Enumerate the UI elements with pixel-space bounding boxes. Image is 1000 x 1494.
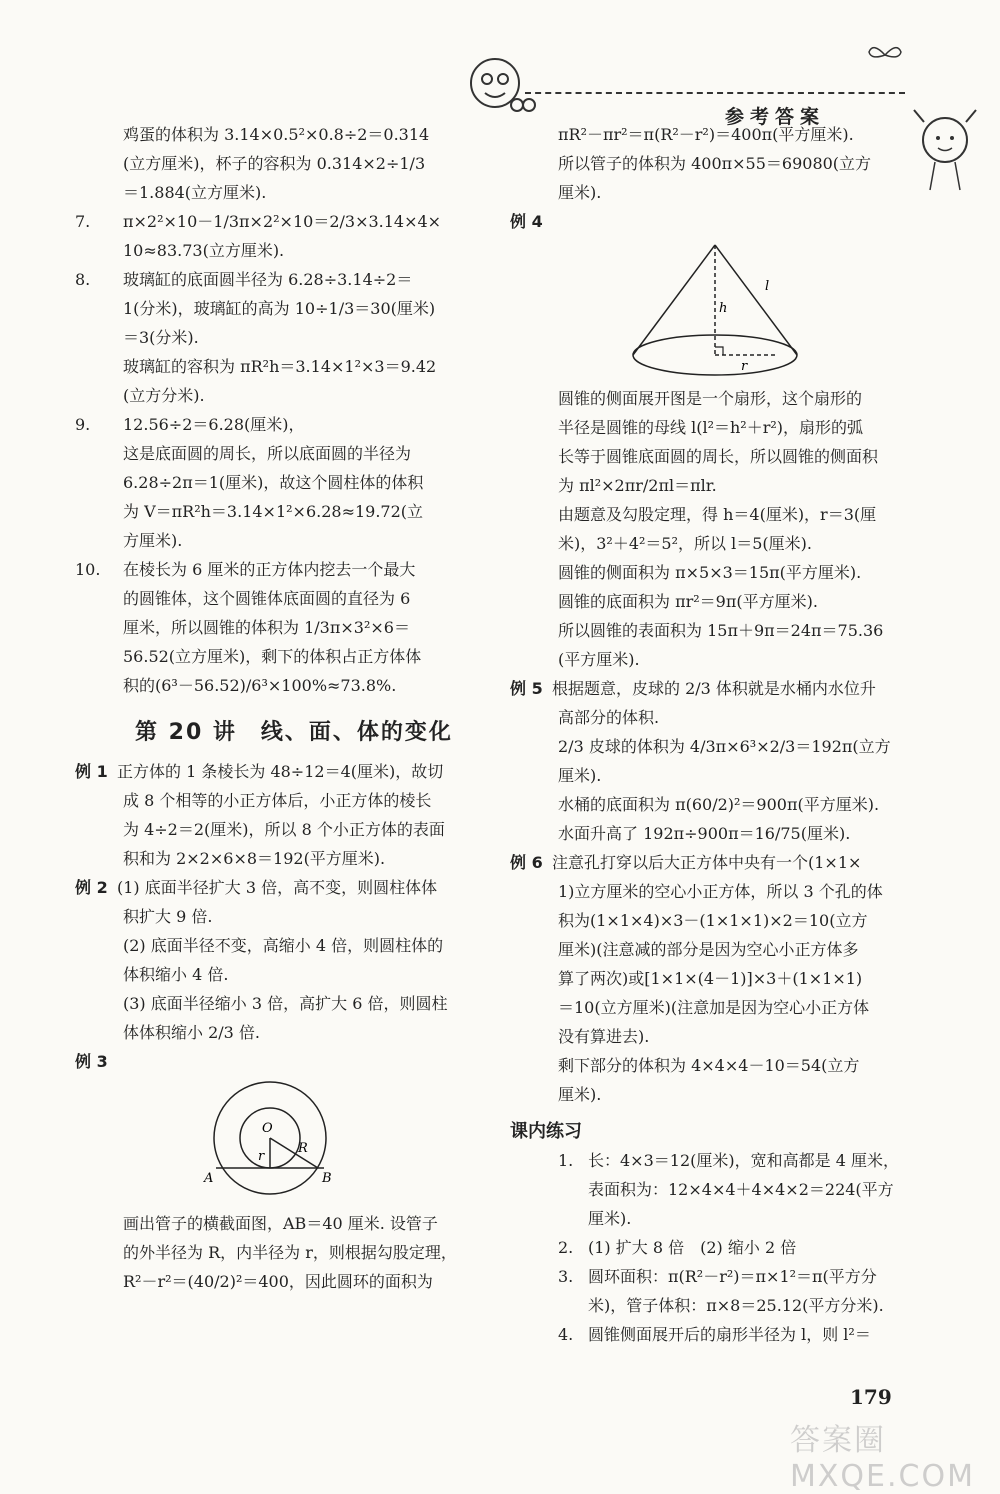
text-line: 圆锥的侧面展开图是一个扇形，这个扇形的: [558, 389, 863, 408]
text-line: 米)，3²＋4²＝5²，所以 l＝5(厘米).: [558, 534, 812, 553]
text-line: 圆锥侧面展开后的扇形半径为 l，则 l²＝: [588, 1325, 871, 1344]
answer-item: [75, 265, 480, 410]
text-line: (立方分米).: [123, 386, 205, 405]
item-number: 8.: [75, 270, 91, 289]
text-line: 没有算进去).: [558, 1027, 650, 1046]
text-line: 圆环面积：π(R²－r²)＝π×1²＝π(平方分: [588, 1267, 877, 1286]
text-line: 玻璃缸的容积为 πR²h＝3.14×1²×3＝9.42: [123, 357, 437, 376]
butterfly-icon: [865, 40, 905, 70]
text-line: 厘米)(注意减的部分是因为空心小正方体多: [558, 940, 859, 959]
text-line: 水面升高了 192π÷900π＝16/75(厘米).: [558, 824, 851, 843]
text-line: 1)立方厘米的空心小正方体，所以 3 个孔的体: [558, 882, 883, 901]
text-line: (立方厘米)，杯子的容积为 0.314×2÷1/3: [123, 154, 426, 173]
text-line: 为 V＝πR²h＝3.14×1²×6.28≈19.72(立: [123, 502, 424, 521]
text-line: 玻璃缸的底面圆半径为 6.28÷3.14÷2＝: [123, 270, 413, 289]
text-line: 10≈83.73(立方厘米).: [123, 241, 285, 260]
example-block: [510, 674, 915, 848]
practice-list: [510, 1146, 915, 1349]
text-line: 厘米).: [588, 1209, 632, 1228]
item-number: 4.: [558, 1325, 574, 1344]
text-line: 水桶的底面积为 π(60/2)²＝900π(平方厘米).: [558, 795, 880, 814]
answer-item: [75, 555, 480, 700]
text-line: 由题意及勾股定理，得 h＝4(厘米)，r＝3(厘: [558, 505, 877, 524]
item-number: 1.: [558, 1151, 574, 1170]
text-line: 半径是圆锥的母线 l(l²＝h²＋r²)，扇形的弧: [558, 418, 864, 437]
header-divider: [525, 92, 905, 94]
example-block: [75, 757, 480, 873]
text-line: 算了两次)或[1×1×(4－1)]×3＋(1×1×1): [558, 969, 863, 988]
text-line: (平方厘米).: [558, 650, 640, 669]
right-column: [510, 120, 915, 1349]
example-label: 例 5: [510, 679, 543, 698]
page-number: 179: [850, 1385, 892, 1409]
text-line: 表面积为：12×4×4＋4×4×2＝224(平方: [588, 1180, 894, 1199]
text-line: 2/3 皮球的体积为 4/3π×6³×2/3＝192π(立方: [558, 737, 891, 756]
text-line: 剩下部分的体积为 4×4×4－10＝54(立方: [558, 1056, 860, 1075]
text-line: 方厘米).: [123, 531, 183, 550]
text-line: 注意孔打穿以后大正方体中央有一个(1×1×: [552, 853, 862, 872]
text-line: ＝3(分米).: [123, 328, 199, 347]
text-line: (1) 底面半径扩大 3 倍，高不变，则圆柱体体: [117, 878, 438, 897]
example-label: 例 1: [75, 762, 108, 781]
text-line: 在棱长为 6 厘米的正方体内挖去一个最大: [123, 560, 416, 579]
practice-title: 课内练习: [510, 1121, 582, 1142]
example-label: 例 6: [510, 853, 543, 872]
item-number: 3.: [558, 1267, 574, 1286]
label-big-r: R: [298, 1141, 308, 1156]
example-label: 例 3: [75, 1052, 108, 1071]
text-line: 为 4÷2＝2(厘米)，所以 8 个小正方体的表面: [123, 820, 445, 839]
text-line: 为 πl²×2πr/2πl＝πlr.: [558, 476, 717, 495]
text-line: 圆锥的侧面积为 π×5×3＝15π(平方厘米).: [558, 563, 862, 582]
text-line: 积的(6³－56.52)/6³×100%≈73.8%.: [123, 676, 397, 695]
text-line: 厘米).: [558, 183, 602, 202]
item-number: 10.: [75, 560, 101, 579]
text-line: 正方体的 1 条棱长为 48÷12＝4(厘米)，故切: [117, 762, 444, 781]
text-line: 6.28÷2π＝1(厘米)，故这个圆柱体的体积: [123, 473, 424, 492]
text-line: (2) 底面半径不变，高缩小 4 倍，则圆柱体的: [123, 936, 444, 955]
header-title: 参考答案: [725, 106, 826, 128]
text-line: 56.52(立方厘米)，剩下的体积占正方体体: [123, 647, 422, 666]
text-line: (1) 扩大 8 倍 (2) 缩小 2 倍: [588, 1238, 797, 1257]
item-number: 2.: [558, 1238, 574, 1257]
text-line: 所以圆锥的表面积为 15π＋9π＝24π＝75.36: [558, 621, 884, 640]
text-line: (3) 底面半径缩小 3 倍，高扩大 6 倍，则圆柱: [123, 994, 448, 1013]
watermark-logo: 答案圈 MXQE.COM: [790, 1423, 975, 1494]
label-l: l: [765, 279, 770, 294]
text-line: 厘米，所以圆锥的体积为 1/3π×3²×6＝: [123, 618, 410, 637]
text-line: 米)，管子体积：π×8＝25.12(平方分米).: [588, 1296, 884, 1315]
answer-item: [75, 410, 480, 555]
label-o: O: [262, 1121, 273, 1136]
text-line: 圆锥的底面积为 πr²＝9π(平方厘米).: [558, 592, 818, 611]
annulus-figure: [200, 1080, 340, 1205]
text-line: 体体积缩小 2/3 倍.: [123, 1023, 261, 1042]
cone-figure: [625, 240, 805, 380]
label-r: r: [741, 359, 748, 374]
text-line: 成 8 个相等的小正方体后，小正方体的棱长: [123, 791, 432, 810]
text-line: 长等于圆锥底面圆的周长，所以圆锥的侧面积: [558, 447, 879, 466]
text-line: 画出管子的横截面图，AB＝40 厘米. 设管子: [123, 1214, 438, 1233]
example-block: [510, 848, 915, 1109]
example-label: 例 2: [75, 878, 108, 897]
text-line: 厘米).: [558, 1085, 602, 1104]
label-r: r: [258, 1149, 265, 1164]
text-line: 厘米).: [558, 766, 602, 785]
text-line: 高部分的体积.: [558, 708, 660, 727]
cartoon-face-icon: [455, 45, 545, 115]
example-block: [510, 207, 915, 674]
text-line: 体积缩小 4 倍.: [123, 965, 229, 984]
text-line: ＝10(立方厘米)(注意加是因为空心小正方体: [558, 998, 870, 1017]
text-line: 积为(1×1×4)×3－(1×1×1)×2＝10(立方: [558, 911, 868, 930]
left-column: [75, 120, 480, 1296]
item-number: 9.: [75, 415, 91, 434]
text-line: 长：4×3＝12(厘米)，宽和高都是 4 厘米，: [588, 1151, 899, 1170]
text-line: 的外半径为 R，内半径为 r，则根据勾股定理，: [123, 1243, 457, 1262]
text-line: 1(分米)，玻璃缸的高为 10÷1/3＝30(厘米): [123, 299, 436, 318]
text-line: 积扩大 9 倍.: [123, 907, 213, 926]
section-title: 第 20 讲 线、面、体的变化: [135, 720, 453, 745]
label-h: h: [719, 301, 728, 316]
example-label: 例 4: [510, 212, 543, 231]
text-line: R²－r²＝(40/2)²＝400，因此圆环的面积为: [123, 1272, 433, 1291]
text-line: 所以管子的体积为 400π×55＝69080(立方: [558, 154, 872, 173]
text-line: π×2²×10－1/3π×2²×10＝2/3×3.14×4×: [123, 212, 442, 231]
text-line: ＝1.884(立方厘米).: [123, 183, 267, 202]
text-line: 积和为 2×2×6×8＝192(平方厘米).: [123, 849, 386, 868]
example-block: [75, 873, 480, 1047]
text-line: 12.56÷2＝6.28(厘米)，: [123, 415, 305, 434]
answer-item: [75, 207, 480, 265]
label-b: B: [322, 1171, 332, 1186]
text-line: 的圆锥体，这个圆锥体底面圆的直径为 6: [123, 589, 411, 608]
text-line: πR²－πr²＝π(R²－r²)＝400π(平方厘米).: [558, 125, 854, 144]
example-block: [75, 1047, 480, 1296]
text-line: 鸡蛋的体积为 3.14×0.5²×0.8÷2＝0.314: [123, 125, 430, 144]
label-a: A: [204, 1171, 214, 1186]
item-number: 7.: [75, 212, 91, 231]
text-line: 根据题意，皮球的 2/3 体积就是水桶内水位升: [552, 679, 876, 698]
text-line: 这是底面圆的周长，所以底面圆的半径为: [123, 444, 412, 463]
